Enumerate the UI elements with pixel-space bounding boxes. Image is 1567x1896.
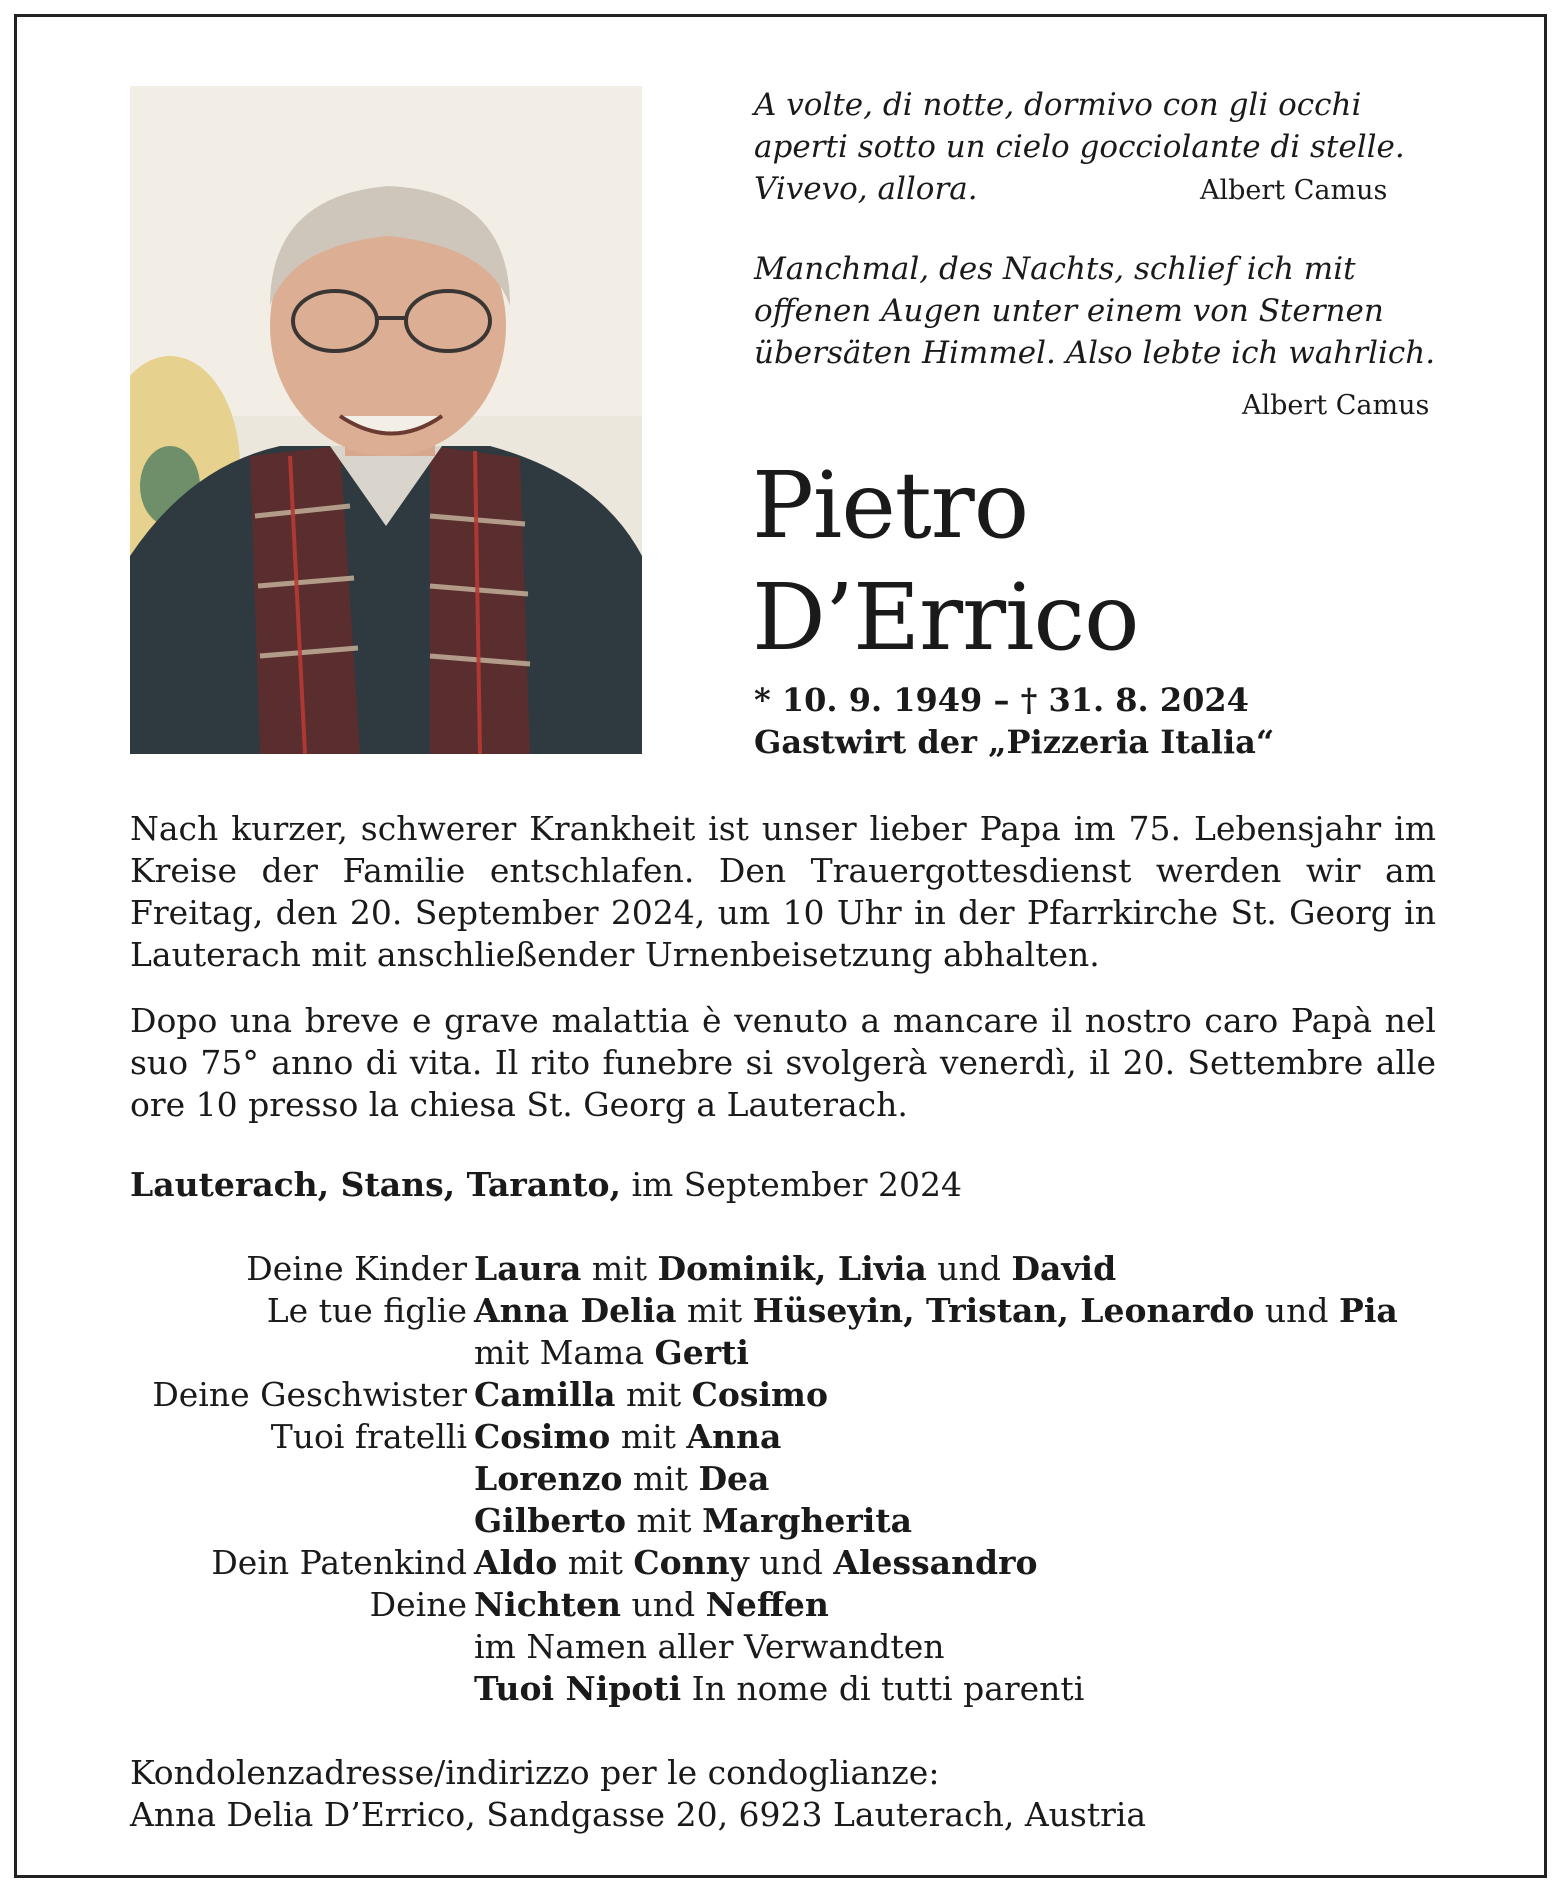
connector-text: und	[621, 1585, 706, 1624]
mourner-names	[474, 1542, 1038, 1584]
mourner-names	[474, 1416, 781, 1458]
mourner-relation: Deine Kinder	[246, 1249, 467, 1288]
mourner-name: Pia	[1339, 1291, 1398, 1330]
quote-de-line: offenen Augen unter einem von Sternen	[754, 293, 1384, 329]
mourner-name: Hüseyin, Tristan, Leonardo	[752, 1291, 1255, 1330]
mourner-names	[474, 1290, 1398, 1332]
mourner-row	[130, 1626, 1450, 1668]
mourner-row	[130, 1332, 1450, 1374]
mourner-row	[130, 1584, 1450, 1626]
quote-it-line: A volte, di notte, dormivo con gli occhi	[754, 87, 1362, 123]
mourner-name: Alessandro	[833, 1543, 1038, 1582]
mourner-row	[130, 1458, 1450, 1500]
connector-text: und	[926, 1249, 1012, 1288]
mourner-names	[474, 1626, 944, 1668]
mourner-name: David	[1011, 1249, 1117, 1288]
connector-text: mit	[622, 1459, 699, 1498]
connector-text: und	[748, 1543, 834, 1582]
mourner-name: Cosimo	[474, 1417, 611, 1456]
mourner-name: Gilberto	[474, 1501, 626, 1540]
connector-text: mit	[610, 1417, 687, 1456]
quote-de-line: übersäten Himmel. Also lebte ich wahrlich.	[754, 335, 1436, 371]
quote-it-author: Albert Camus	[1200, 175, 1388, 206]
mourner-relation: Tuoi fratelli	[270, 1417, 467, 1456]
mourners-list	[130, 1248, 1450, 1710]
mourner-relation: Deine Geschwister	[152, 1375, 467, 1414]
connector-text: mit	[625, 1501, 703, 1540]
condolence-address	[130, 1752, 1146, 1836]
mourner-row	[130, 1248, 1450, 1290]
mourner-name: Aldo	[474, 1543, 558, 1582]
mourner-names	[474, 1458, 769, 1500]
mourner-name: Gerti	[654, 1333, 749, 1372]
place-date-line	[130, 1164, 962, 1206]
quote-de-author: Albert Camus	[1242, 390, 1430, 421]
mourner-row	[130, 1416, 1450, 1458]
mourner-name: Margherita	[702, 1501, 912, 1540]
address-line: Anna Delia D’Errico, Sandgasse 20, 6923 Lauterach, Austria	[130, 1795, 1147, 1834]
address-heading: Kondolenzadresse/indirizzo per le condoglianze:	[130, 1753, 940, 1792]
connector-text: mit	[581, 1249, 658, 1288]
deceased-role: Gastwirt der „Pizzeria Italia“	[754, 723, 1275, 761]
quote-it-line: Vivevo, allora.	[754, 171, 978, 207]
mourner-row	[130, 1542, 1450, 1584]
mourner-name: Nichten	[474, 1585, 622, 1624]
place-date: im September 2024	[631, 1165, 963, 1204]
portrait-photo	[130, 86, 642, 754]
life-dates: * 10. 9. 1949 – † 31. 8. 2024	[754, 681, 1249, 719]
announcement-german: Nach kurzer, schwerer Krankheit ist unser lieber Papa im 75. Lebensjahr im Kreise der Familie entschlafen. Den Trauergottesdienst werden wir am Freitag, den 20. September 2024, um 10 Uhr in der Pfarrkirche St. Georg in Lauterach mit anschließender Urnenbeisetzung abhalten.	[130, 809, 1436, 974]
first-name: Pietro	[752, 452, 1029, 559]
mourner-names	[474, 1500, 912, 1542]
mourner-name: Anna Delia	[474, 1291, 677, 1330]
place-towns: Lauterach, Stans, Taranto,	[130, 1165, 621, 1204]
mourner-name: Camilla	[474, 1375, 616, 1414]
mourner-row	[130, 1374, 1450, 1416]
connector-text: und	[1254, 1291, 1339, 1330]
connector-text: In nome di tutti parenti	[681, 1669, 1085, 1708]
quote-german	[754, 248, 1454, 374]
mourner-name: Lorenzo	[474, 1459, 623, 1498]
quote-de-line: Manchmal, des Nachts, schlief ich mit	[754, 251, 1356, 287]
mourner-names	[474, 1584, 829, 1626]
connector-text: im Namen aller Verwandten	[474, 1627, 945, 1666]
connector-text: mit	[676, 1291, 753, 1330]
mourner-name: Cosimo	[691, 1375, 828, 1414]
mourner-name: Laura	[474, 1249, 582, 1288]
mourner-name: Tuoi Nipoti	[474, 1669, 682, 1708]
mourner-names	[474, 1668, 1084, 1710]
quote-it-line: aperti sotto un cielo gocciolante di stelle.	[754, 129, 1405, 165]
last-name: D’Errico	[752, 564, 1139, 671]
connector-text: mit	[615, 1375, 692, 1414]
mourner-relation: Deine	[369, 1585, 467, 1624]
mourner-names	[474, 1374, 828, 1416]
announcement-italian: Dopo una breve e grave malattia è venuto a mancare il nostro caro Papà nel suo 75° anno di vita. Il rito funebre si svolgerà venerdì, il 20. Settembre alle ore 10 presso la chiesa St. Georg a Lauterach.	[130, 1001, 1436, 1124]
mourner-name: Dominik, Livia	[657, 1249, 927, 1288]
mourner-row	[130, 1500, 1450, 1542]
connector-text: mit Mama	[474, 1333, 655, 1372]
deceased-name	[752, 450, 1138, 674]
mourner-row	[130, 1668, 1450, 1710]
mourner-name: Anna	[686, 1417, 782, 1456]
mourner-name: Conny	[633, 1543, 749, 1582]
connector-text: mit	[557, 1543, 634, 1582]
mourner-name: Dea	[698, 1459, 770, 1498]
mourner-row	[130, 1290, 1450, 1332]
mourner-relation: Le tue figlie	[266, 1291, 467, 1330]
mourner-names	[474, 1248, 1116, 1290]
mourner-relation: Dein Patenkind	[211, 1543, 467, 1582]
mourner-name: Neffen	[705, 1585, 829, 1624]
mourner-names	[474, 1332, 749, 1374]
